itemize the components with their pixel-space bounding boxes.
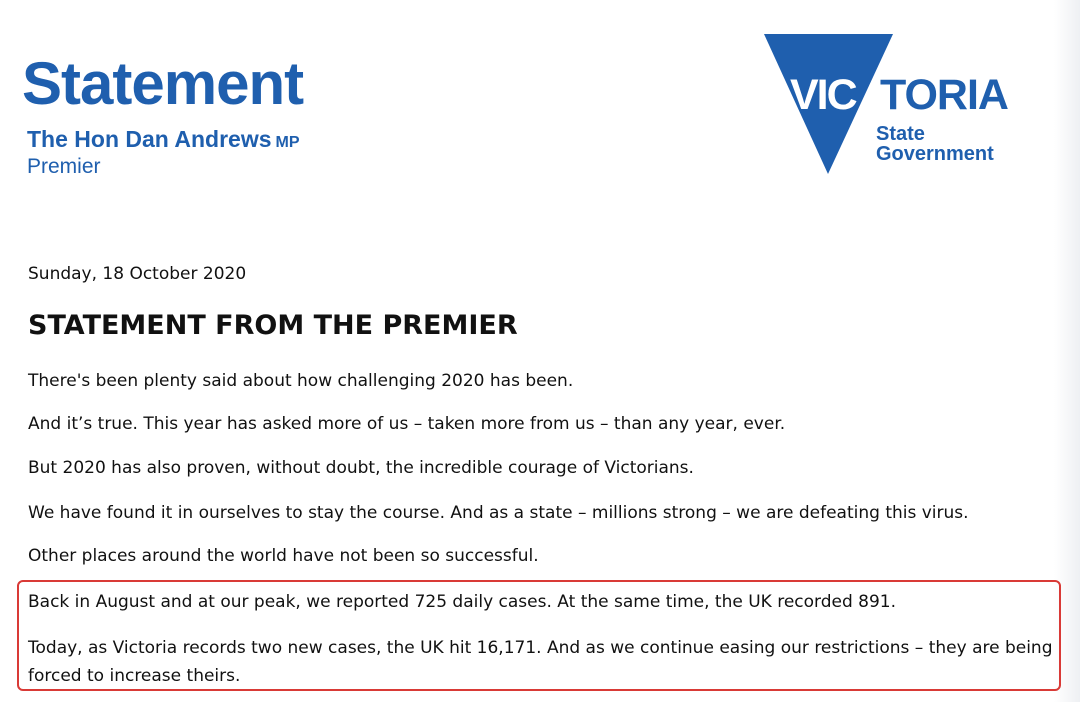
statement-heading: Statement [22,50,304,117]
paragraph: And it’s true. This year has asked more of us – taken more from us – than any year, ever. [28,414,786,434]
logo-word-vic: VIC [790,71,856,119]
statement-title: STATEMENT FROM THE PREMIER [28,310,518,341]
minister-role: Premier [27,155,101,178]
paragraph: There's been plenty said about how challenging 2020 has been. [28,371,574,391]
paragraph: Other places around the world have not been so successful. [28,546,539,566]
minister-name-text: The Hon Dan Andrews [27,126,272,152]
logo-word-toria: TORIA [880,71,1008,119]
paragraph: But 2020 has also proven, without doubt, the incredible courage of Victorians. [28,458,694,478]
paragraph-highlighted: Back in August and at our peak, we reported 725 daily cases. At the same time, the UK recorded 891. [28,592,897,612]
paragraph-highlighted: Today, as Victoria records two new cases, the UK hit 16,171. And as we continue easing our restrictions – they are being forced to increase theirs. [28,638,1053,686]
victoria-state-government-logo [760,32,1030,182]
logo-line-government: Government [876,143,994,165]
minister-suffix: MP [275,134,300,151]
minister-name [27,128,300,151]
paragraph: We have found it in ourselves to stay the course. And as a state – millions strong – we are defeating this virus. [28,503,969,523]
logo-line-state: State [876,123,925,145]
statement-date: Sunday, 18 October 2020 [28,264,247,284]
